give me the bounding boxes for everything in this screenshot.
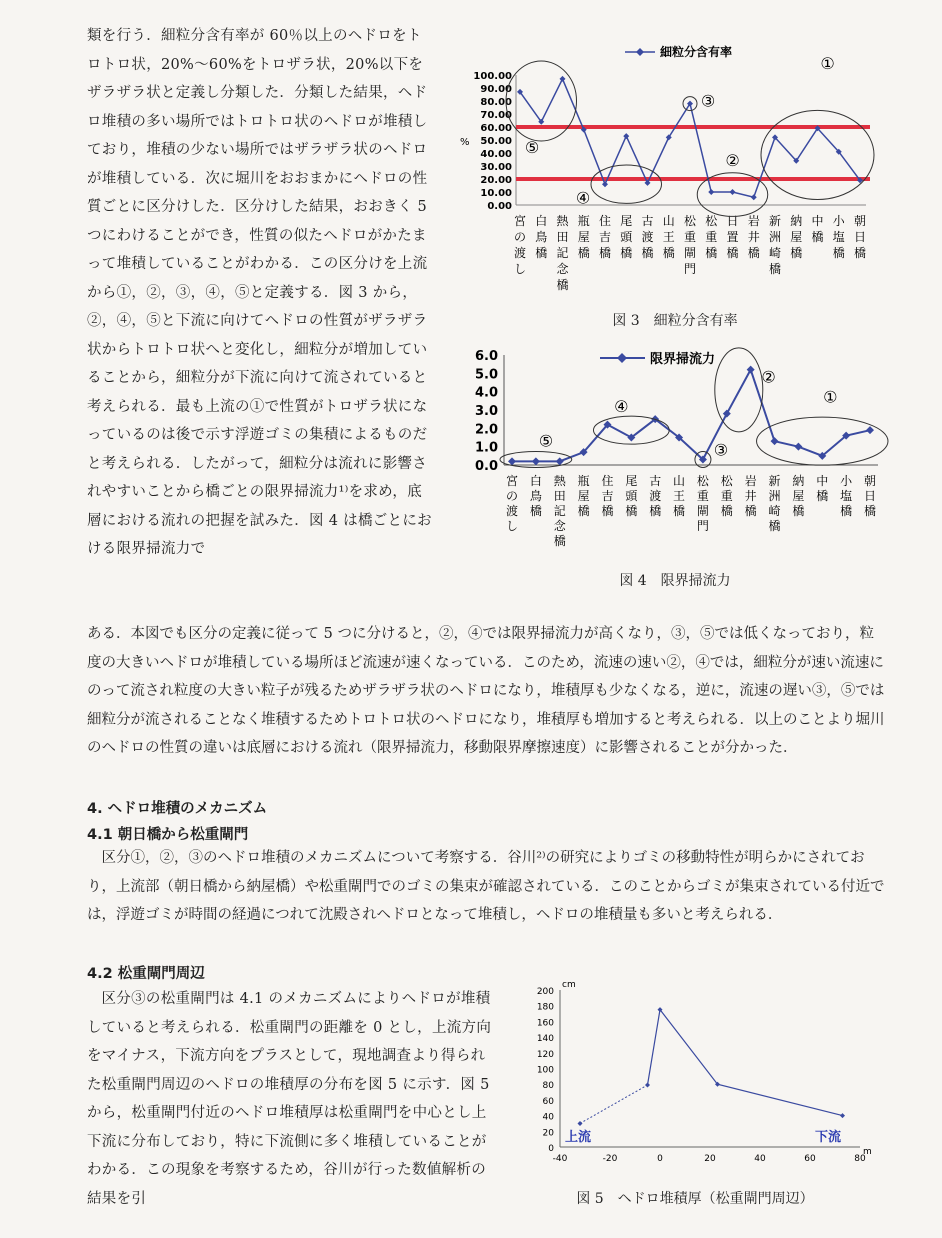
- y-axis-label: %: [460, 137, 470, 148]
- x-tick-label: 古: [649, 474, 662, 488]
- x-tick-label: 屋: [790, 230, 803, 244]
- data-point: [751, 194, 757, 200]
- x-tick-label: 橋: [556, 278, 569, 292]
- x-tick-label: 井: [744, 489, 757, 503]
- y-tick-label: 40.00: [480, 149, 512, 160]
- y-tick-label: 100.00: [473, 71, 512, 82]
- x-tick-label: 橋: [832, 246, 845, 260]
- x-tick-label: 橋: [553, 534, 566, 548]
- series-line: [512, 367, 870, 462]
- x-tick-label: 塩: [832, 230, 845, 244]
- x-tick-label: 尾: [620, 214, 633, 228]
- data-point: [840, 1113, 845, 1118]
- y-tick-label: 120: [536, 1049, 554, 1060]
- y-tick-label: 50.00: [480, 136, 512, 147]
- x-tick-label: 橋: [601, 504, 614, 518]
- x-tick-label: 吉: [601, 489, 614, 503]
- x-tick-label: 新: [768, 214, 782, 228]
- x-tick-label: 王: [662, 230, 675, 244]
- x-tick-label: 橋: [662, 246, 675, 260]
- section-heading-4-2: 4.2 松重閘門周辺: [87, 966, 205, 982]
- x-tick-label: -40: [552, 1154, 568, 1164]
- y-tick-label: 80.00: [480, 97, 512, 108]
- x-tick-label: 宮: [513, 214, 527, 228]
- y-tick-label: 1.0: [474, 440, 498, 456]
- series-dotted: [580, 1085, 648, 1123]
- data-point: [645, 1082, 650, 1087]
- x-tick-label: 山: [662, 214, 675, 228]
- data-point: [794, 443, 802, 451]
- x-tick-label: 鳥: [529, 489, 542, 503]
- y-tick-label: 160: [536, 1018, 554, 1029]
- data-point: [723, 410, 731, 418]
- x-tick-label: 橋: [768, 519, 781, 533]
- x-tick-label: -20: [602, 1154, 618, 1164]
- x-tick-label: 閘: [696, 504, 709, 518]
- paragraph: 類を行う．細粒分含有率が 60％以上のヘドロをトロトロ状，20%～60%をトロザラ状，20%以下をザラザラ状と定義し分類した．分類した結果，ヘドロ堆積の多い場所ではトロトロ状のヘドロが堆積しており，堆積の少ない場所ではザラザラ状のヘドロが堆積している．次に堀川をおおまかにヘドロの性質ごとに区分けした．区分けした結果，おおきく 5 つにわけることができ，性質の似たヘドロがかたまって堆積していることがわかる．この区分けを上流から①，②，③，④，⑤と定義する．図 3 から，②，④，⑤と下流に向けてヘドロの性質がザラザラ状からトロトロ状へと変化し，細粒分が増加していることから，細粒分が下流に向けて流されていると考えられる．最も上流の①で性質がトロザラ状になっているのは後で示す浮遊ゴミの集積によるものだと考えられる．したがって，細粒分は流れに影響されやすいことから橋ごとの限界掃流力¹⁾を求め，底層における流れの把握を試みた．図 4 は橋ごとにおける限界掃流力で: [87, 28, 432, 557]
- data-point: [602, 181, 608, 187]
- x-tick-label: 橋: [577, 504, 590, 518]
- x-tick-label: 小: [840, 474, 853, 488]
- x-tick-label: 洲: [768, 489, 781, 503]
- x-tick-label: 40: [754, 1154, 766, 1164]
- legend-marker: [636, 48, 644, 56]
- x-tick-label: 朝: [853, 214, 867, 228]
- y-tick-label: 2.0: [474, 422, 498, 438]
- y-tick-label: 70.00: [480, 110, 512, 121]
- x-tick-label: 重: [696, 489, 709, 503]
- y-tick-label: 20.00: [480, 175, 512, 186]
- x-tick-label: 橋: [811, 230, 824, 244]
- data-point: [560, 76, 566, 82]
- figure-4-chart: [450, 340, 920, 570]
- x-tick-label: 吉: [598, 230, 612, 244]
- y-unit-label: cm: [562, 980, 576, 990]
- x-tick-label: 門: [696, 519, 709, 533]
- data-point: [556, 457, 564, 465]
- group-annotation: ①: [820, 54, 835, 73]
- x-tick-label: 松: [720, 474, 733, 488]
- paragraph: 区分③の松重閘門は 4.1 のメカニズムによりヘドロが堆積していると考えられる．松重閘門の距離を 0 とし，上流方向をマイナス，下流方向をプラスとして，現地調査より得られた松重閘門周辺のヘドロの堆積厚の分布を図 5 に示す．図 5 から，松重閘門付近のヘドロ堆積厚は松重閘門を中心とし上下流に分布しており，特に下流側に多く堆積していることがわかる．この現象を考察するため，谷川が行った数値解析の結果を引: [87, 991, 492, 1207]
- x-tick-label: 住: [601, 474, 614, 488]
- x-tick-label: 橋: [625, 504, 638, 518]
- x-tick-label: 頭: [625, 489, 638, 503]
- x-tick-label: 納: [792, 474, 805, 488]
- x-tick-label: 60: [804, 1154, 816, 1164]
- x-tick-label: 橋: [790, 246, 803, 260]
- x-tick-label: の: [505, 489, 519, 503]
- x-tick-label: 渡: [649, 489, 662, 503]
- x-tick-label: 尾: [625, 474, 638, 488]
- x-tick-label: 橋: [792, 504, 805, 518]
- x-tick-label: 橋: [673, 504, 686, 518]
- x-tick-label: 宮: [505, 474, 519, 488]
- group-annotation: ②: [761, 367, 776, 387]
- x-tick-label: 日: [726, 214, 739, 228]
- group-annotation: ④: [614, 396, 629, 416]
- figure-3-caption: 図 3 細粒分含有率: [612, 313, 738, 329]
- figure-5-caption: 図 5 ヘドロ堆積厚（松重閘門周辺）: [576, 1191, 814, 1207]
- x-tick-label: 橋: [840, 504, 853, 518]
- x-unit-label: m: [863, 1147, 872, 1157]
- x-tick-label: 中: [811, 214, 824, 228]
- data-point: [747, 366, 755, 374]
- x-tick-label: 橋: [816, 489, 829, 503]
- x-tick-label: 岩: [744, 474, 757, 488]
- data-point: [771, 437, 779, 445]
- x-tick-label: 頭: [620, 230, 633, 244]
- x-tick-label: し: [505, 519, 519, 533]
- y-tick-label: 10.00: [480, 188, 512, 199]
- downstream-label: 下流: [815, 1130, 842, 1145]
- x-tick-label: 田: [553, 489, 566, 503]
- data-point: [866, 426, 874, 434]
- x-tick-label: 松: [696, 474, 709, 488]
- group-annotation: ⑤: [538, 431, 554, 451]
- x-tick-label: 80: [854, 1154, 866, 1164]
- group-annotation: ①: [823, 387, 838, 407]
- x-tick-label: 橋: [620, 246, 633, 260]
- data-point: [730, 189, 736, 195]
- data-point: [532, 457, 540, 465]
- x-tick-label: 岩: [747, 214, 760, 228]
- x-tick-label: 小: [832, 214, 845, 228]
- x-tick-label: 記: [553, 504, 566, 518]
- x-tick-label: 記: [556, 246, 569, 260]
- y-tick-label: 140: [536, 1034, 554, 1045]
- paragraph: ある．本図でも区分の定義に従って 5 つに分けると，②，④では限界掃流力が高くなり，③，⑤では低くなっており，粒度の大きいヘドロが堆積している場所ほど流速が速くなっている．このため，流速の速い②，④では，細粒分が速い流速にのって流され粒度の大きい粒子が残るためザラザラ状のヘドロになり，堆積厚も少なくなる，逆に，流速の遅い③，⑤では細粒分が流されることなく堆積するためトロトロ状のヘドロになり，堆積厚も増加すると考えられる．以上のことより堀川のヘドロの性質の違いは底層における流れ（限界掃流力，移動限界摩擦速度）に影響されることが分かった．: [87, 626, 885, 756]
- x-tick-label: の: [513, 230, 527, 244]
- x-tick-label: 熱: [556, 214, 569, 228]
- x-tick-label: 念: [556, 262, 569, 276]
- x-tick-label: 橋: [649, 504, 662, 518]
- x-tick-label: 井: [747, 230, 760, 244]
- x-tick-label: 橋: [641, 246, 654, 260]
- y-tick-label: 30.00: [480, 162, 512, 173]
- x-tick-label: 崎: [768, 246, 782, 260]
- y-tick-label: 80: [542, 1081, 554, 1092]
- y-tick-label: 180: [536, 1002, 554, 1013]
- text-full-width: [87, 620, 887, 763]
- group-annotation: ③: [700, 91, 716, 111]
- x-tick-label: 門: [683, 262, 697, 276]
- x-tick-label: 松: [683, 214, 697, 228]
- x-tick-label: 渡: [641, 230, 654, 244]
- upstream-label: 上流: [565, 1130, 592, 1145]
- y-tick-label: 100: [536, 1065, 554, 1076]
- x-tick-label: 熱: [553, 474, 566, 488]
- group-annotation: ③: [713, 440, 729, 460]
- x-tick-label: 山: [673, 474, 686, 488]
- x-tick-label: 日: [863, 489, 877, 503]
- x-tick-label: 渡: [513, 246, 527, 260]
- x-tick-label: 王: [673, 489, 686, 503]
- x-tick-label: 橋: [747, 246, 760, 260]
- x-tick-label: 重: [705, 230, 718, 244]
- y-tick-label: 60.00: [480, 123, 512, 134]
- x-tick-label: 橋: [577, 246, 590, 260]
- figure-3-chart: [450, 40, 920, 310]
- x-tick-label: 塩: [840, 489, 853, 503]
- x-tick-label: 新: [768, 474, 781, 488]
- paragraph: 区分①，②，③のヘドロ堆積のメカニズムについて考察する．谷川²⁾の研究によりゴミの移動特性が明らかにされており，上流部（朝日橋から納屋橋）や松重閘門でのゴミの集束が確認されている．このことからゴミが集束されている付近では，浮遊ゴミが時間の経過につれて沈殿されヘドロとなって堆積し，ヘドロの堆積量も多いと考えられる．: [87, 850, 885, 923]
- data-point: [508, 457, 516, 465]
- legend-label: 細粒分含有率: [660, 45, 733, 59]
- x-tick-label: 白: [529, 474, 542, 488]
- x-tick-label: 屋: [792, 489, 805, 503]
- x-tick-label: 橋: [744, 504, 757, 518]
- text-section-4-2: [87, 985, 497, 1213]
- x-tick-label: 橋: [529, 504, 542, 518]
- y-tick-label: 0: [548, 1144, 554, 1154]
- x-tick-label: し: [513, 262, 527, 276]
- section-heading-4-1: 4.1 朝日橋から松重閘門: [87, 827, 249, 843]
- x-tick-label: 朝: [863, 474, 877, 488]
- x-tick-label: 橋: [853, 246, 867, 260]
- x-tick-label: 橋: [768, 262, 782, 276]
- y-tick-label: 20: [542, 1128, 554, 1139]
- x-tick-label: 崎: [768, 504, 781, 518]
- x-tick-label: 洲: [768, 230, 782, 244]
- x-tick-label: 閘: [683, 246, 697, 260]
- figure-5-chart: [515, 975, 895, 1185]
- legend-marker: [617, 353, 627, 363]
- x-tick-label: 屋: [577, 230, 590, 244]
- x-tick-label: 古: [641, 214, 654, 228]
- y-tick-label: 0.00: [487, 201, 512, 212]
- x-tick-label: 橋: [863, 504, 877, 518]
- group-annotation: ②: [725, 151, 740, 170]
- y-tick-label: 60: [542, 1096, 554, 1107]
- group-annotation: ⑤: [524, 138, 540, 157]
- x-tick-label: 白: [535, 214, 548, 228]
- series-line: [648, 1010, 843, 1116]
- text-column-left: [87, 22, 432, 564]
- x-tick-label: 橋: [726, 246, 739, 260]
- x-tick-label: 日: [853, 230, 867, 244]
- y-tick-label: 4.0: [474, 385, 498, 401]
- x-tick-label: 20: [704, 1154, 716, 1164]
- y-tick-label: 40: [542, 1112, 554, 1123]
- data-point: [578, 1121, 583, 1126]
- x-tick-label: 渡: [505, 504, 519, 518]
- y-tick-label: 90.00: [480, 84, 512, 95]
- x-tick-label: 重: [720, 489, 733, 503]
- x-tick-label: 橋: [705, 246, 718, 260]
- x-tick-label: 松: [705, 214, 718, 228]
- x-tick-label: 鳥: [535, 230, 548, 244]
- group-ellipse: [591, 165, 662, 203]
- figure-4-caption: 図 4 限界掃流力: [619, 573, 731, 589]
- y-tick-label: 5.0: [474, 367, 498, 383]
- x-tick-label: 念: [553, 519, 566, 533]
- x-tick-label: 瓶: [577, 474, 590, 488]
- x-tick-label: 0: [657, 1154, 663, 1164]
- legend-label: 限界掃流力: [650, 352, 716, 367]
- x-tick-label: 重: [683, 230, 697, 244]
- data-point: [708, 189, 714, 195]
- group-ellipse: [761, 110, 874, 199]
- y-tick-label: 200: [536, 987, 554, 997]
- y-tick-label: 3.0: [474, 404, 498, 419]
- x-tick-label: 中: [816, 474, 829, 488]
- x-tick-label: 納: [790, 214, 803, 228]
- x-tick-label: 橋: [720, 504, 733, 518]
- y-tick-label: 6.0: [474, 349, 498, 364]
- data-point: [623, 133, 629, 139]
- section-heading-4: 4. ヘドロ堆積のメカニズム: [87, 801, 268, 817]
- text-section-4-1: [87, 844, 887, 930]
- x-tick-label: 置: [726, 230, 739, 244]
- x-tick-label: 屋: [577, 489, 590, 503]
- x-tick-label: 瓶: [577, 214, 590, 228]
- y-tick-label: 0.0: [474, 459, 498, 474]
- x-tick-label: 田: [556, 230, 569, 244]
- x-tick-label: 橋: [598, 246, 612, 260]
- group-annotation: ④: [575, 188, 591, 208]
- x-tick-label: 住: [598, 214, 612, 228]
- x-tick-label: 橋: [535, 246, 548, 260]
